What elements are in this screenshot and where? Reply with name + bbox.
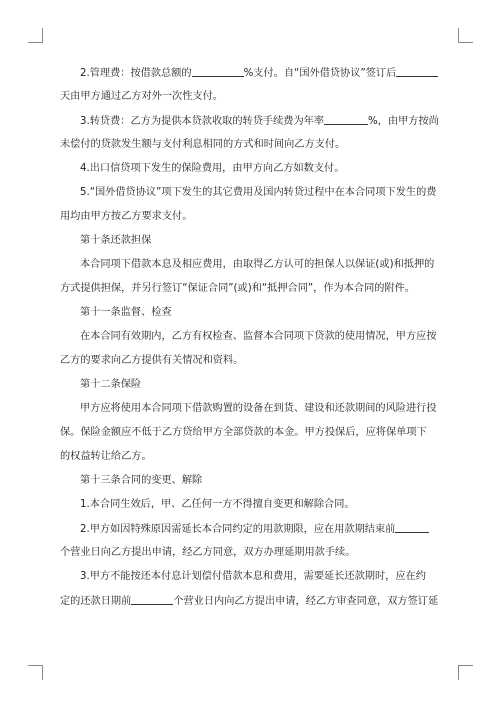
paragraph-line: 1.本合同生效后，甲、乙任何一方不得擅自变更和解除合同。 bbox=[80, 499, 355, 510]
paragraph-line: 方式提供担保，并另行签订“保证合同”(或)和“抵押合同”，作为本合同的附件。 bbox=[60, 283, 416, 294]
paragraph-line: 用均由甲方按乙方要求支付。 bbox=[60, 211, 193, 222]
paragraph-line: 定的还款日期前 个营业日内向乙方提出申请，经乙方审查同意，双方签订延 bbox=[60, 596, 439, 607]
document-body bbox=[60, 66, 440, 608]
paragraph-line: 3.甲方不能按还本付息计划偿付借款本息和费用，需要延长还款期时，应在约 bbox=[80, 571, 426, 582]
paragraph-line: 本合同项下借款本息及相应费用，由取得乙方认可的担保人以保证(或)和抵押的 bbox=[80, 259, 435, 270]
section-heading: 第十二条保险 bbox=[80, 379, 142, 390]
crop-mark-bottom-right bbox=[458, 665, 473, 680]
paragraph-line: 4.出口信贷项下发生的保险费用，由甲方向乙方如数支付。 bbox=[80, 163, 345, 174]
paragraph-line: 甲方应将使用本合同项下借款购置的设备在到货、建设和还款期间的风险进行投 bbox=[80, 403, 437, 414]
paragraph-line: 的权益转让给乙方。 bbox=[60, 451, 152, 462]
fill-blank[interactable] bbox=[396, 66, 438, 77]
fill-blank[interactable] bbox=[324, 114, 368, 125]
fill-blank[interactable] bbox=[395, 522, 429, 533]
paragraph-line: 个营业日向乙方提出申请，经乙方同意，双方办理延期用款手续。 bbox=[60, 547, 356, 558]
paragraph-line: 2.甲方如因特殊原因需延长本合同约定的用款期限，应在用款期结束前 bbox=[60, 522, 440, 536]
paragraph-line: 3.转贷费：乙方为提供本贷款收取的转贷手续费为年率 %，由甲方按尚 bbox=[80, 116, 439, 127]
paragraph-line: 天由甲方通过乙方对外一次性支付。 bbox=[60, 91, 223, 102]
section-heading: 第十条还款担保 bbox=[80, 235, 152, 246]
crop-mark-top-right bbox=[458, 28, 473, 43]
section-heading: 第十三条合同的变更、解除 bbox=[80, 475, 203, 486]
section-heading: 第十一条监督、检查 bbox=[80, 307, 172, 318]
crop-mark-bottom-left bbox=[28, 665, 43, 680]
crop-mark-top-left bbox=[28, 28, 43, 43]
paragraph-line: 2.管理费：按借款总额的 %支付。自“国外借贷协议”签订后 bbox=[60, 66, 440, 80]
paragraph-line: 保。保险金额应不低于乙方贷给甲方全部贷款的本金。甲方投保后，应将保单项下 bbox=[60, 427, 427, 438]
paragraph-line: 乙方的要求向乙方提供有关情况和资料。 bbox=[60, 355, 244, 366]
fill-blank[interactable] bbox=[192, 66, 244, 77]
fill-blank[interactable] bbox=[131, 594, 173, 605]
paragraph-line: 在本合同有效期内，乙方有权检查、监督本合同项下贷款的使用情况，甲方应按 bbox=[80, 331, 437, 342]
paragraph-line: 未偿付的贷款发生额与支付利息相同的方式和时间向乙方支付。 bbox=[60, 139, 346, 150]
paragraph-line: 5.“国外借贷协议”项下发生的其它费用及国内转贷过程中在本合同项下发生的费 bbox=[80, 187, 437, 198]
